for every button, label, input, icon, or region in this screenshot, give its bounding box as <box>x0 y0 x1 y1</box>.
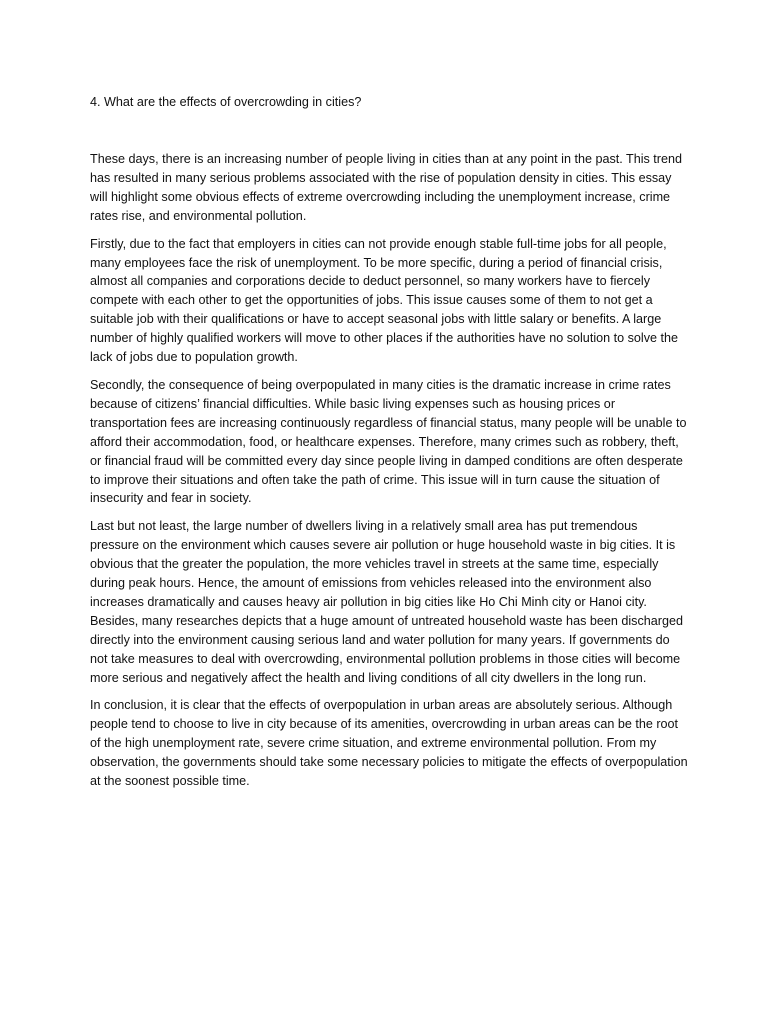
body-paragraph-unemployment: Firstly, due to the fact that employers in cities can not provide enough stable full-time jobs for all people, many employees face the risk of unemployment. To be more specific, during a period of financial crisis, almost all companies and corporations decide to deduct personnel, so many workers have to fiercely compete with each other to get the opportunities of jobs. This issue causes some of them to not get a suitable job with their qualifications or have to accept seasonal jobs with little salary or benefits. A large number of highly qualified workers will move to other places if the authorities have no solution to solve the lack of jobs due to population growth. <box>90 236 679 365</box>
conclusion-paragraph: In conclusion, it is clear that the effects of overpopulation in urban areas are absolutely serious. Although people tend to choose to live in city because of its amenities, overcrowding in urban areas can be the root of the high unemployment rate, severe crime situation, and extreme environmental pollution. From my observation, the governments should take some necessary policies to mitigate the effects of overpopulation at the soonest possible time. <box>90 698 688 789</box>
body-paragraph-environment: Last but not least, the large number of dwellers living in a relatively small area has put tremendous pressure on the environment which causes severe air pollution or huge household waste in big cities. It is obvious that the greater the population, the more vehicles travel in streets at the same time, especially during peak hours. Hence, the amount of emissions from vehicles released into the environment also increases dramatically and causes heavy air pollution in big cities like Ho Chi Minh city or Hanoi city. Besides, many researches depicts that a huge amount of untreated household waste has been discharged directly into the environment causing serious land and water pollution for many years. If governments do not take measures to deal with overcrowding, environmental pollution problems in those cities will become more serious and negatively affect the health and living conditions of all city dwellers in the long run. <box>90 519 683 685</box>
body-paragraph-crime: Secondly, the consequence of being overpopulated in many cities is the dramatic increase in crime rates because of citizens’ financial difficulties. While basic living expenses such as housing prices or transportation fees are increasing continuously regardless of financial status, many people will be unable to afford their accommodation, food, or healthcare expenses. Therefore, many crimes such as robbery, theft, or financial fraud will be committed every day since people living in damped conditions are often desperate to improve their situations and often take the path of crime. This issue will in turn cause the situation of insecurity and fear in society. <box>90 377 687 506</box>
essay-question: 4. What are the effects of overcrowding in cities? <box>90 95 362 109</box>
essay-body <box>90 150 688 800</box>
intro-paragraph: These days, there is an increasing number of people living in cities than at any point in the past. This trend has resulted in many serious problems associated with the rise of population density in cities. This essay will highlight some obvious effects of extreme overcrowding including the unemployment increase, crime rates rise, and environmental pollution. <box>90 152 683 223</box>
